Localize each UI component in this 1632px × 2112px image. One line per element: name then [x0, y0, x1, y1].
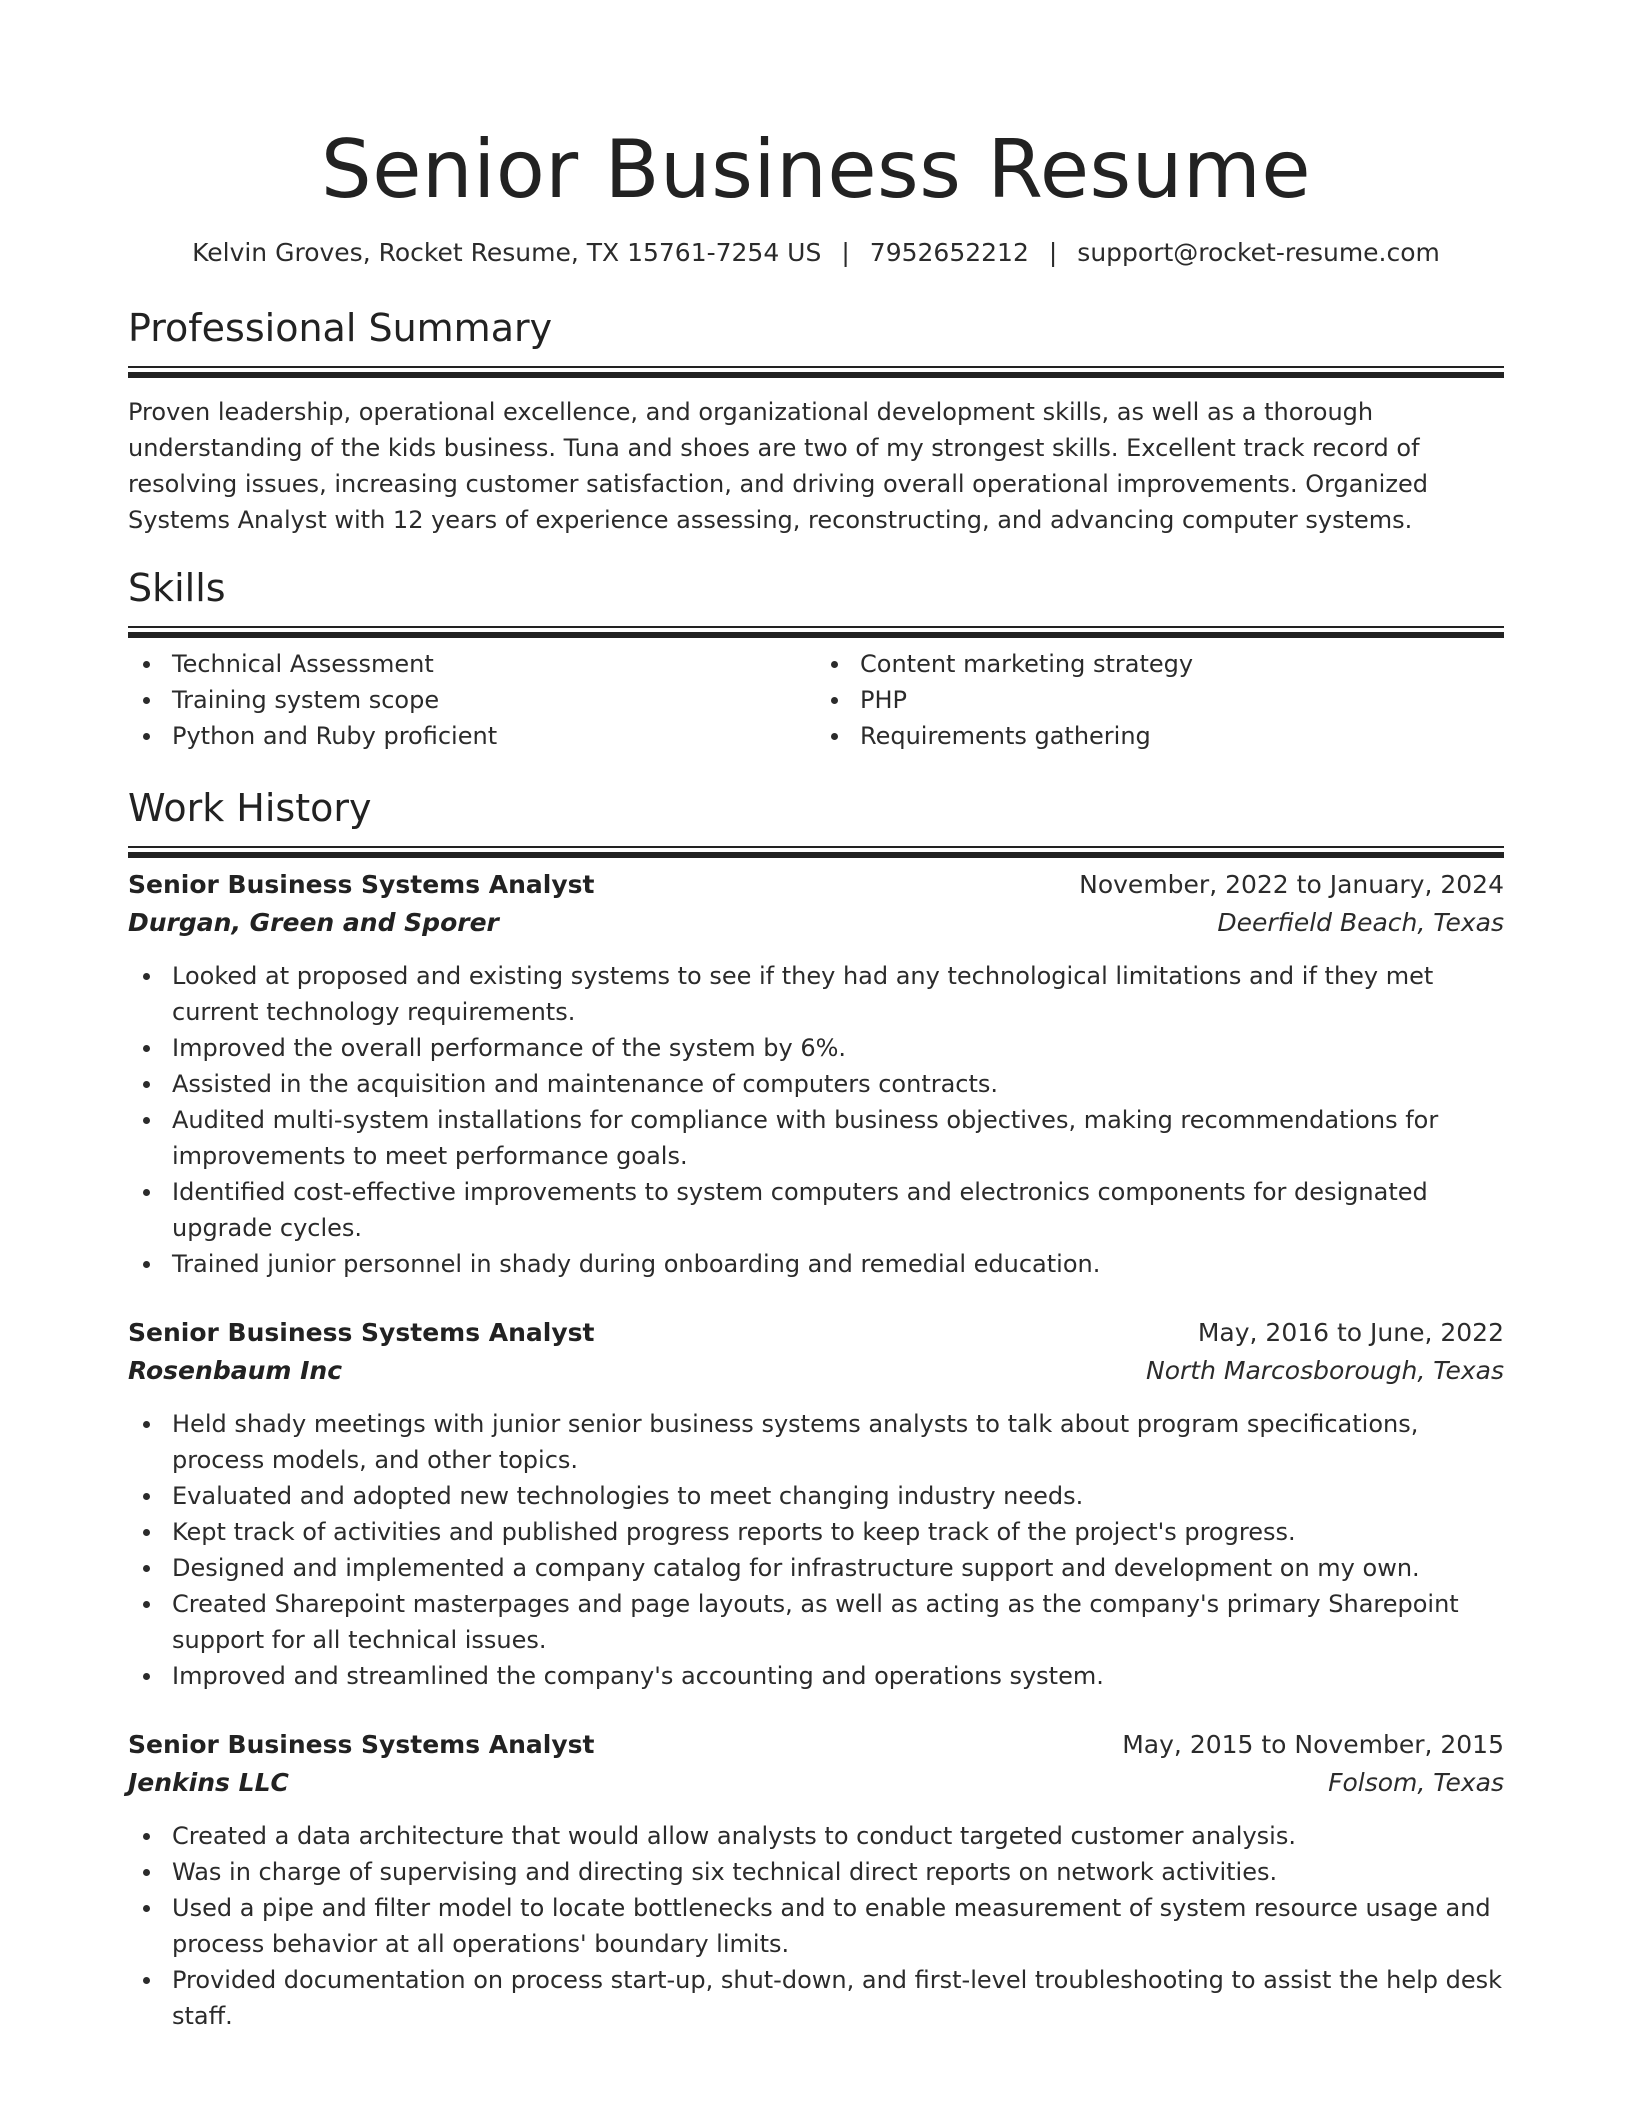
skills-grid: [128, 646, 1504, 754]
job-title: Senior Business Systems Analyst: [128, 1730, 595, 1759]
job-title: Senior Business Systems Analyst: [128, 870, 595, 899]
summary-text: Proven leadership, operational excellence, and organizational development skills, as well as a thorough understanding of the kids business. Tuna and shoes are two of my strongest skills. Excellent track record of resolving issues, increasing customer satisfaction, and driving overall operational improvements. Organized Systems Analyst with 12 years of experience assessing, reconstructing, and advancing computer systems.: [128, 398, 1428, 534]
skills-column-left: [128, 646, 816, 754]
job-company-row: [128, 1764, 1504, 1802]
resume-page: [128, 0, 1504, 2034]
skill-item: Python and Ruby proficient: [172, 718, 816, 754]
job-company-row: [128, 904, 1504, 942]
job-bullet: Created Sharepoint masterpages and page layouts, as well as acting as the company's primary Sharepoint support for all technical issues.: [172, 1586, 1504, 1658]
job-bullet: Trained junior personnel in shady during onboarding and remedial education.: [172, 1246, 1504, 1282]
skill-item: Content marketing strategy: [860, 646, 1504, 682]
job-bullet: Evaluated and adopted new technologies to meet changing industry needs.: [172, 1478, 1504, 1514]
job-header-row: [128, 866, 1504, 904]
skills-heading: Skills: [128, 566, 226, 610]
job-dates: May, 2015 to November, 2015: [1122, 1730, 1504, 1759]
skills-column-right: [816, 646, 1504, 754]
job-bullet: Was in charge of supervising and directing six technical direct reports on network activities.: [172, 1854, 1504, 1890]
section-divider: [128, 366, 1504, 368]
job-bullet: Kept track of activities and published progress reports to keep track of the project's progress.: [172, 1514, 1504, 1550]
job-title: Senior Business Systems Analyst: [128, 1318, 595, 1347]
job-company: Rosenbaum Inc: [128, 1356, 343, 1385]
job-location: North Marcosborough, Texas: [1146, 1356, 1504, 1385]
job-bullet: Designed and implemented a company catalog for infrastructure support and development on my own.: [172, 1550, 1504, 1586]
skill-item: PHP: [860, 682, 1504, 718]
work-section: [128, 784, 1504, 2034]
section-divider: [128, 626, 1504, 628]
contact-separator: |: [841, 238, 850, 267]
job-header-row: [128, 1314, 1504, 1352]
job-entry: [128, 1726, 1504, 2034]
job-bullet: Assisted in the acquisition and maintenance of computers contracts.: [172, 1066, 1504, 1102]
section-divider: [128, 846, 1504, 848]
work-heading: Work History: [128, 786, 372, 830]
job-location: Deerfield Beach, Texas: [1217, 908, 1504, 937]
contact-line: [128, 236, 1504, 270]
job-dates: November, 2022 to January, 2024: [1079, 870, 1504, 899]
job-company: Jenkins LLC: [128, 1768, 289, 1797]
summary-heading: Professional Summary: [128, 306, 553, 350]
job-company: Durgan, Green and Sporer: [128, 908, 499, 937]
job-bullet: Improved the overall performance of the system by 6%.: [172, 1030, 1504, 1066]
resume-title: Senior Business Resume: [320, 123, 1312, 216]
job-header-row: [128, 1726, 1504, 1764]
contact-separator: |: [1048, 238, 1058, 267]
contact-phone: 7952652212: [869, 238, 1029, 267]
job-dates: May, 2016 to June, 2022: [1197, 1318, 1504, 1347]
job-entry: [128, 866, 1504, 1282]
job-bullet: Held shady meetings with junior senior business systems analysts to talk about program specifications, process models, and other topics.: [172, 1406, 1504, 1478]
skill-item: Training system scope: [172, 682, 816, 718]
job-bullet: Improved and streamlined the company's accounting and operations system.: [172, 1658, 1504, 1694]
skills-section: [128, 564, 1504, 754]
job-entry: [128, 1314, 1504, 1694]
job-bullet: Identified cost-effective improvements to system computers and electronics components for designated upgrade cycles.: [172, 1174, 1504, 1246]
contact-email[interactable]: support@rocket-resume.com: [1077, 238, 1440, 267]
job-company-row: [128, 1352, 1504, 1390]
contact-address: Kelvin Groves, Rocket Resume, TX 15761-7254 US: [192, 238, 822, 267]
job-bullet: Provided documentation on process start-up, shut-down, and first-level troubleshooting to assist the help desk staff.: [172, 1962, 1504, 2034]
job-bullet: Audited multi-system installations for compliance with business objectives, making recommendations for improvements to meet performance goals.: [172, 1102, 1504, 1174]
job-bullets: [128, 1406, 1504, 1694]
summary-section: [128, 304, 1504, 538]
job-bullet: Used a pipe and filter model to locate bottlenecks and to enable measurement of system resource usage and process behavior at all operations' boundary limits.: [172, 1890, 1504, 1962]
job-bullet: Created a data architecture that would allow analysts to conduct targeted customer analysis.: [172, 1818, 1504, 1854]
job-location: Folsom, Texas: [1328, 1768, 1504, 1797]
job-bullet: Looked at proposed and existing systems to see if they had any technological limitations and if they met current technology requirements.: [172, 958, 1504, 1030]
job-bullets: [128, 958, 1504, 1282]
skill-item: Requirements gathering: [860, 718, 1504, 754]
job-bullets: [128, 1818, 1504, 2034]
skill-item: Technical Assessment: [172, 646, 816, 682]
